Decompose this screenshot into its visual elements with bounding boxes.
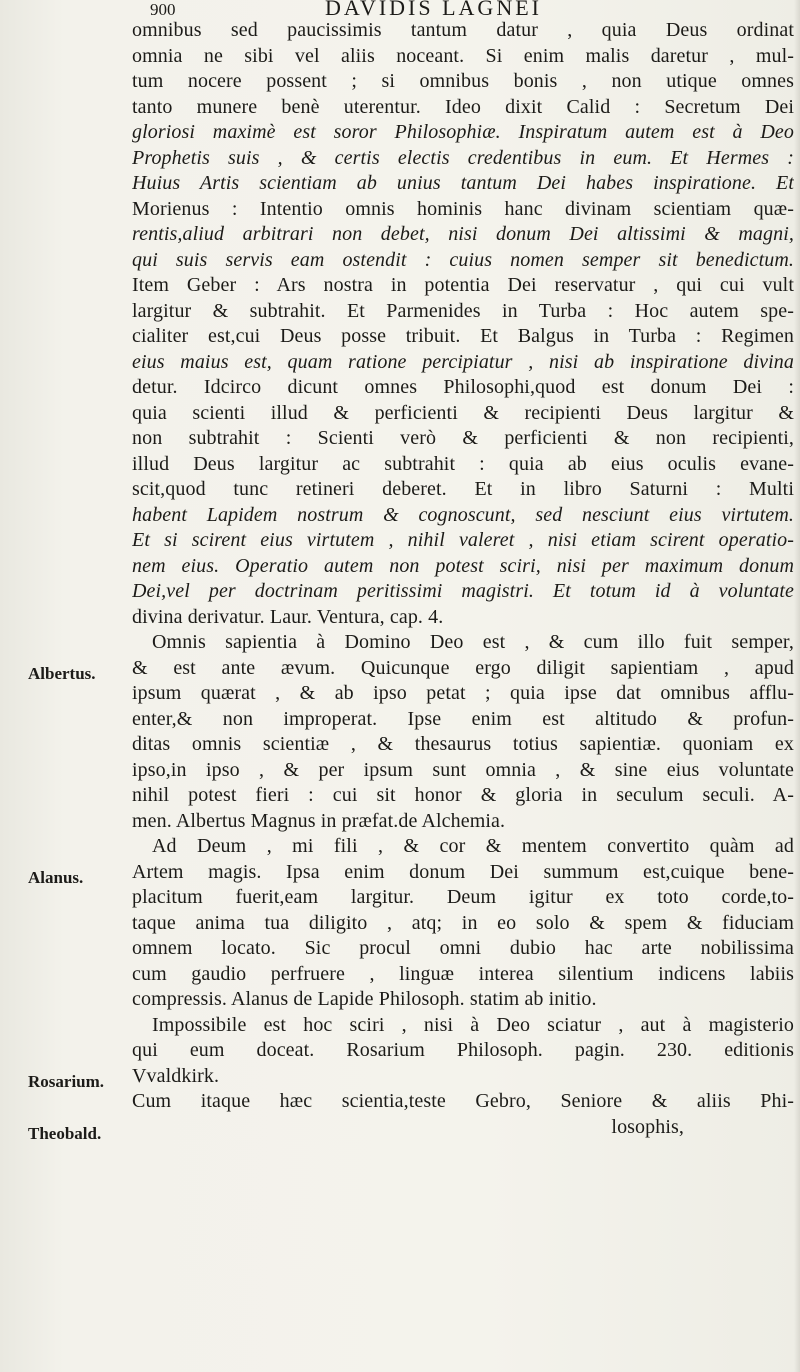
- text-line: Dei,vel per doctrinam peritissimi magistri. Et totum id à voluntate: [132, 580, 794, 602]
- text-line: Cum itaque hæc scientia,teste Gebro, Seniore & aliis Phi-: [132, 1090, 794, 1112]
- text-line: habent Lapidem nostrum & cognoscunt, sed nesciunt eius virtutem.: [132, 503, 794, 526]
- text-line: Vvaldkirk.: [132, 1064, 220, 1087]
- text-line: losophis,: [611, 1115, 684, 1138]
- text-line: Huius Artis scientiam ab unius tantum Dei habes inspiratione. Et: [132, 172, 794, 194]
- text-line: non subtrahit : Scienti verò & perficienti & non recipienti,: [132, 427, 794, 449]
- text-line: scit,quod tunc retineri deberet. Et in libro Saturni : Multi: [132, 478, 794, 500]
- text-line: quia scienti illud & perficienti & recipienti Deus largitur &: [132, 401, 794, 424]
- text-line: Ad Deum , mi fili , & cor & mentem convertito quàm ad: [152, 835, 794, 857]
- text-line: Impossibile est hoc sciri , nisi à Deo sciatur , aut à magisterio: [152, 1013, 794, 1036]
- margin-note-theobald: Theobald.: [28, 1124, 102, 1143]
- text-line: nem eius. Operatio autem non potest sciri, nisi per maximum donum: [132, 554, 794, 577]
- margin-note-rosarium: Rosarium.: [28, 1072, 105, 1091]
- text-line: men. Albertus Magnus in præfat.de Alchemia.: [132, 809, 506, 832]
- margin-note-albertus: Albertus.: [28, 664, 96, 683]
- text-line: cum gaudio perfruere , linguæ interea silentium indicens labiis: [132, 962, 794, 985]
- text-line: Item Geber : Ars nostra in potentia Dei reservatur , qui cui vult: [132, 274, 794, 296]
- text-line: Et si scirent eius virtutem , nihil valeret , nisi etiam scirent operatio-: [132, 529, 794, 551]
- text-line: compressis. Alanus de Lapide Philosoph. statim ab initio.: [132, 988, 597, 1010]
- text-line: tum nocere possent ; si omnibus bonis , non utique omnes: [132, 70, 794, 92]
- text-line: rentis,aliud arbitrari non debet, nisi donum Dei altissimi & magni,: [132, 223, 794, 245]
- text-line: Artem magis. Ipsa enim donum Dei summum est,cuique bene-: [132, 860, 794, 883]
- text-line: detur. Idcirco dicunt omnes Philosophi,quod est donum Dei :: [132, 376, 794, 398]
- text-line: omnibus sed paucissimis tantum datur , quia Deus ordinat: [132, 19, 794, 41]
- text-line: largitur & subtrahit. Et Parmenides in Turba : Hoc autem spe-: [132, 299, 794, 322]
- text-line: enter,& non improperat. Ipse enim est altitudo & profun-: [132, 707, 794, 730]
- text-line: illud Deus largitur ac subtrahit : quia ab eius oculis evane-: [132, 452, 794, 475]
- page-number: 900: [150, 0, 176, 19]
- text-line: ipso,in ipso , & per ipsum sunt omnia , & sine eius voluntate: [132, 758, 794, 781]
- text-line: eius maius est, quam ratione percipiatur , nisi ab inspiratione divina: [132, 350, 794, 373]
- text-line: tanto munere benè uterentur. Ideo dixit Calid : Secretum Dei: [132, 95, 794, 118]
- text-line: taque anima tua diligito , atq; in eo solo & spem & fiduciam: [132, 911, 794, 934]
- text-line: gloriosi maximè est soror Philosophiæ. Inspiratum autem est à Deo: [132, 121, 794, 143]
- text-line: omnia ne sibi vel aliis noceant. Si enim malis daretur , mul-: [132, 44, 794, 67]
- text-line: Omnis sapientia à Domino Deo est , & cum illo fuit semper,: [152, 631, 794, 653]
- body-text: [132, 18, 794, 1140]
- text-line: divina derivatur. Laur. Ventura, cap. 4.: [132, 605, 444, 628]
- running-title: DAVIDIS LAGNEI: [325, 0, 542, 20]
- margin-note-alanus: Alanus.: [28, 868, 84, 887]
- text-line: cialiter est,cui Deus posse tribuit. Et Balgus in Turba : Regimen: [132, 325, 794, 347]
- text-line: Prophetis suis , & certis electis credentibus in eum. Et Hermes :: [132, 146, 794, 169]
- text-line: qui eum doceat. Rosarium Philosoph. pagin. 230. editionis: [132, 1039, 794, 1061]
- text-line: ditas omnis scientiæ , & thesaurus totius sapientiæ. quoniam ex: [132, 733, 794, 755]
- text-line: ipsum quærat , & ab ipso petat ; quia ipse dat omnibus afflu-: [132, 682, 794, 704]
- text-line: omnem locato. Sic procul omni dubio hac arte nobilissima: [132, 937, 794, 959]
- page-edge-shadow: [794, 0, 800, 1372]
- text-line: placitum fuerit,eam largitur. Deum igitur ex toto corde,to-: [132, 886, 794, 908]
- text-line: & est ante ævum. Quicunque ergo diligit sapientiam , apud: [132, 656, 794, 679]
- text-line: nihil potest fieri : cui sit honor & gloria in seculum seculi. A-: [132, 784, 794, 806]
- text-line: Morienus : Intentio omnis hominis hanc divinam scientiam quæ-: [132, 197, 794, 220]
- text-line: qui suis servis eam ostendit : cuius nomen semper sit benedictum.: [132, 248, 794, 271]
